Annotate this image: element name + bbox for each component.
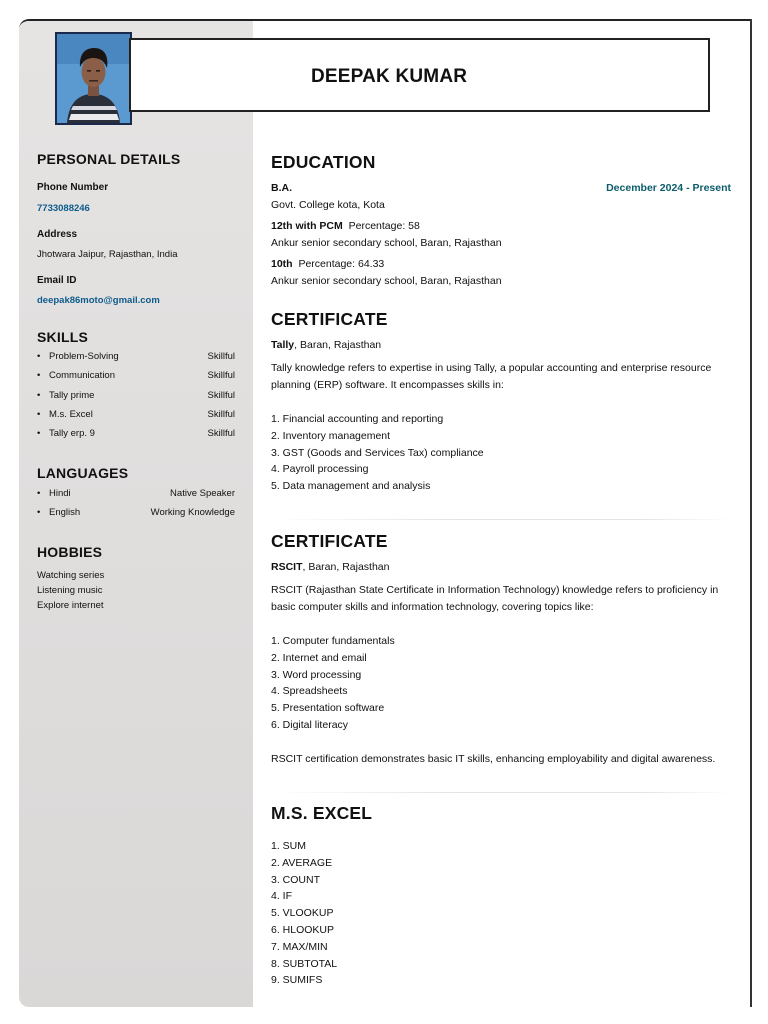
list-item: 5. Data management and analysis bbox=[271, 480, 431, 493]
tenth-percent: Percentage: 64.33 bbox=[298, 258, 385, 270]
tenth-degree: 10th bbox=[271, 258, 293, 270]
list-item: 4. Payroll processing bbox=[271, 463, 369, 476]
name-header bbox=[129, 38, 710, 112]
hobby-item: Explore internet bbox=[37, 600, 104, 611]
personal-details-heading: PERSONAL DETAILS bbox=[37, 151, 181, 167]
section-divider bbox=[271, 519, 731, 520]
language-row bbox=[37, 507, 235, 521]
skill-level: Skillful bbox=[207, 409, 235, 420]
hobby-item: Watching series bbox=[37, 570, 105, 581]
language-level: Native Speaker bbox=[170, 488, 235, 499]
skill-name: M.s. Excel bbox=[49, 409, 93, 420]
ba-date: December 2024 - Present bbox=[606, 182, 731, 194]
language-name: English bbox=[49, 507, 81, 518]
bullet-icon: • bbox=[37, 351, 41, 362]
certificate-rscit-closing: RSCIT certification demonstrates basic IT skills, enhancing employability and digital awareness. bbox=[271, 753, 716, 765]
list-item: 8. SUBTOTAL bbox=[271, 957, 338, 970]
excel-list bbox=[271, 838, 337, 989]
resume-sheet bbox=[19, 19, 752, 1007]
tenth-school: Ankur senior secondary school, Baran, Rajasthan bbox=[271, 275, 502, 287]
language-level: Working Knowledge bbox=[150, 507, 235, 518]
list-item: 9. SUMIFS bbox=[271, 974, 323, 987]
languages-heading: LANGUAGES bbox=[37, 465, 129, 481]
bullet-icon: • bbox=[37, 507, 41, 518]
hobby-item: Listening music bbox=[37, 585, 103, 596]
list-item: 4. IF bbox=[271, 890, 293, 903]
certificate-tally-org bbox=[271, 337, 381, 354]
hobbies-heading: HOBBIES bbox=[37, 544, 103, 560]
certificate-rscit-org bbox=[271, 559, 389, 576]
skill-row bbox=[37, 409, 235, 423]
address-label: Address bbox=[37, 229, 78, 240]
person-photo-icon bbox=[57, 34, 130, 123]
list-item: 1. SUM bbox=[271, 840, 307, 852]
certificate-rscit-description: RSCIT (Rajasthan State Certificate in Information Technology) knowledge refers to proficiency in basic computer skills and information technology, covering topics like: bbox=[271, 584, 719, 613]
bullet-icon: • bbox=[37, 488, 41, 499]
twelfth-degree: 12th with PCM bbox=[271, 220, 343, 232]
language-row bbox=[37, 488, 235, 502]
list-item: 2. AVERAGE bbox=[271, 856, 333, 869]
list-item: 1. Computer fundamentals bbox=[271, 635, 395, 647]
certificate-rscit-list bbox=[271, 633, 395, 734]
skill-name: Tally erp. 9 bbox=[49, 428, 95, 439]
excel-heading: M.S. EXCEL bbox=[271, 803, 373, 823]
candidate-name: DEEPAK KUMAR bbox=[311, 66, 468, 87]
list-item: 2. Inventory management bbox=[271, 429, 391, 442]
certificate-rscit-heading: CERTIFICATE bbox=[271, 531, 388, 551]
skill-name: Tally prime bbox=[49, 390, 95, 401]
twelfth-percent: Percentage: 58 bbox=[348, 220, 420, 232]
list-item: 6. Digital literacy bbox=[271, 718, 349, 731]
email-label: Email ID bbox=[37, 275, 77, 286]
email-value[interactable]: deepak86moto@gmail.com bbox=[37, 295, 160, 306]
education-heading: EDUCATION bbox=[271, 152, 376, 172]
skill-level: Skillful bbox=[207, 428, 235, 439]
skill-level: Skillful bbox=[207, 351, 235, 362]
certificate-tally-list bbox=[271, 411, 484, 495]
skill-row bbox=[37, 428, 235, 442]
phone-value[interactable]: 7733088246 bbox=[37, 203, 90, 214]
certificate-rscit-location: , Baran, Rajasthan bbox=[302, 561, 390, 573]
language-name: Hindi bbox=[49, 488, 71, 499]
bullet-icon: • bbox=[37, 390, 41, 401]
certificate-tally-heading: CERTIFICATE bbox=[271, 309, 388, 329]
skill-name: Communication bbox=[49, 370, 115, 381]
skill-row bbox=[37, 370, 235, 384]
ba-degree-text: B.A. bbox=[271, 182, 292, 194]
list-item: 3. GST (Goods and Services Tax) compliance bbox=[271, 446, 484, 459]
list-item: 4. Spreadsheets bbox=[271, 685, 348, 698]
list-item: 5. Presentation software bbox=[271, 702, 385, 715]
certificate-tally-name: Tally bbox=[271, 339, 295, 351]
twelfth-row bbox=[271, 218, 420, 235]
tenth-row bbox=[271, 256, 384, 273]
list-item: 1. Financial accounting and reporting bbox=[271, 413, 444, 425]
section-divider bbox=[271, 792, 731, 793]
address-value: Jhotwara Jaipur, Rajasthan, India bbox=[37, 249, 178, 260]
ba-school: Govt. College kota, Kota bbox=[271, 199, 385, 211]
list-item: 3. COUNT bbox=[271, 873, 321, 886]
certificate-tally-location: , Baran, Rajasthan bbox=[294, 339, 382, 351]
certificate-tally-description: Tally knowledge refers to expertise in using Tally, a popular accounting and enterprise resource planning (ERP) software. It encompasses skills in: bbox=[271, 362, 712, 391]
twelfth-school: Ankur senior secondary school, Baran, Rajasthan bbox=[271, 237, 502, 249]
skill-row bbox=[37, 351, 235, 365]
bullet-icon: • bbox=[37, 428, 41, 439]
profile-photo bbox=[55, 32, 132, 125]
sidebar bbox=[19, 21, 253, 1007]
list-item: 3. Word processing bbox=[271, 668, 362, 681]
skill-name: Problem-Solving bbox=[49, 351, 119, 362]
list-item: 5. VLOOKUP bbox=[271, 907, 334, 920]
skill-level: Skillful bbox=[207, 390, 235, 401]
list-item: 7. MAX/MIN bbox=[271, 940, 328, 953]
phone-label: Phone Number bbox=[37, 182, 109, 193]
list-item: 2. Internet and email bbox=[271, 651, 367, 664]
bullet-icon: • bbox=[37, 370, 41, 381]
skill-level: Skillful bbox=[207, 370, 235, 381]
skills-heading: SKILLS bbox=[37, 329, 88, 345]
ba-degree bbox=[271, 180, 292, 197]
skill-row bbox=[37, 390, 235, 404]
bullet-icon: • bbox=[37, 409, 41, 420]
certificate-rscit-name: RSCIT bbox=[271, 561, 303, 573]
list-item: 6. HLOOKUP bbox=[271, 923, 335, 936]
